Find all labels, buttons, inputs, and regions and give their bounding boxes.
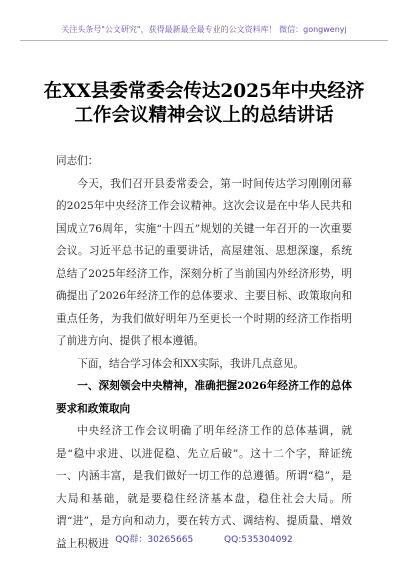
paragraph-section-1: 中央经济工作会议明确了明年经济工作的总体基调，就是“稳中求进、以进促稳、先立后破”。这十二个字，辩证统一、内涵丰富，是我们做好一切工作的总遵循。所谓“稳”，是大局和基础，就是要稳住经济基本盘，稳住社会大局。所谓“进”，是方向和动力，要在转方式、调结构、提质量、增效益上积极进 [56, 425, 352, 550]
paragraph-outline: 下面，结合学习体会和XX实际，我讲几点意见。 [77, 357, 305, 370]
document-title [0, 80, 408, 128]
title-line-1: 在XX县委常委会传达2025年中央经济 [43, 81, 365, 102]
footer-qq-group: QQ群：30265665 [115, 535, 194, 545]
footer-qq: QQ:535304092 [224, 535, 293, 545]
header-divider [20, 40, 388, 41]
paragraph-intro: 今天，我们召开县委常委会，第一时间传达学习刚刚闭幕的2025年中央经济工作会议精神。这次会议是在中华人民共和国成立76周年，实施“十四五”规划的关键一年召开的一次重要会议。习近平总书记的重要讲话，高屋建瓴、思想深邃，系统总结了2025年经济工作，深刻分析了当前国内外经济形势，明确提出了2026年经济工作的总体要求、主要目标、政策取向和重点任务，为我们做好明年乃至更长一个时期的经济工作指明了前进方向、提供了根本遵循。 [56, 177, 352, 347]
footer-contact [0, 532, 408, 545]
title-line-2: 工作会议精神会议上的总结讲话 [74, 105, 334, 126]
salutation: 同志们： [56, 155, 99, 167]
section-heading-1: 一、深刻领会中央精神，准确把握2026年经济工作的总体要求和政策取向 [56, 380, 352, 415]
document-body [56, 150, 352, 555]
header-promo-note: 关注头条号"公文研究"，获得最新最全最专业的公文资料库！ 微信：gongwenyj [61, 25, 347, 34]
